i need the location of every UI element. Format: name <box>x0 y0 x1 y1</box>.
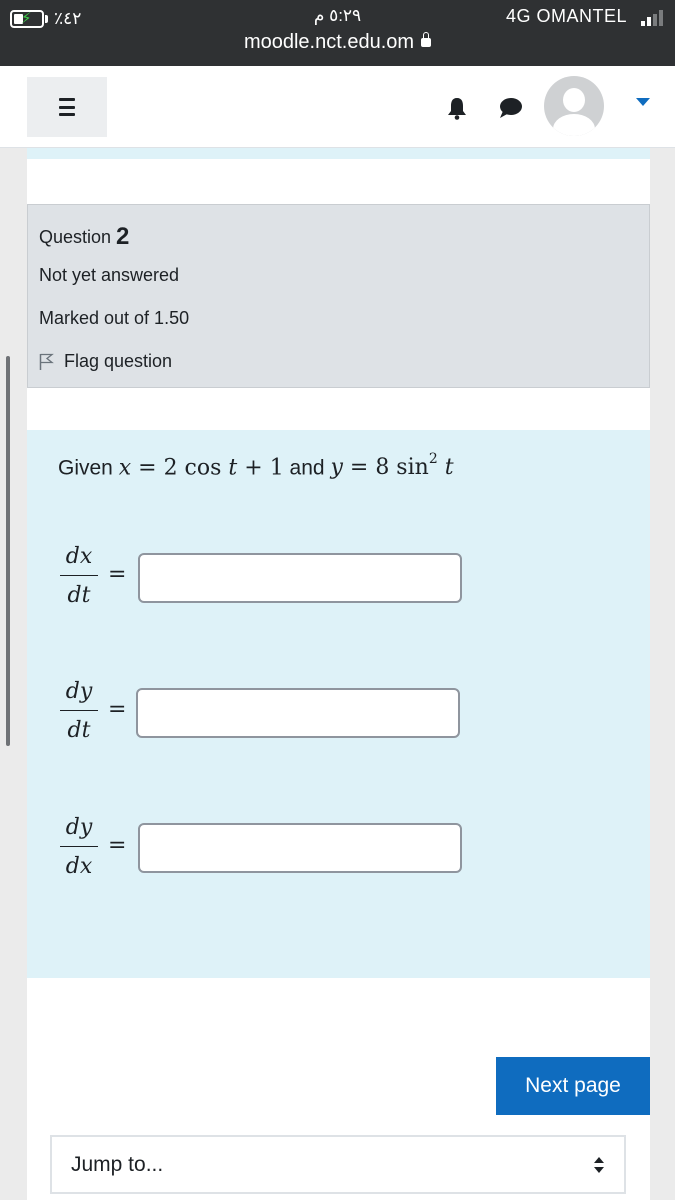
previous-question-edge <box>27 148 650 159</box>
menu-button[interactable] <box>27 77 107 137</box>
question-label: Question 2 <box>39 223 130 250</box>
flag-icon <box>39 353 54 370</box>
chat-bubble-icon[interactable] <box>499 97 523 119</box>
answer-input-dxdt[interactable] <box>138 553 462 603</box>
battery-percent: ٪٤٢ <box>54 9 82 28</box>
updown-arrows-icon <box>594 1157 604 1173</box>
fraction-dxdt: dx dt <box>60 543 98 610</box>
answer-input-dydx[interactable] <box>138 823 462 873</box>
address-bar[interactable] <box>0 31 675 54</box>
status-bar <box>0 0 675 66</box>
equals-sign: = <box>108 833 127 858</box>
given-prefix: Given <box>58 456 113 480</box>
signal-icon <box>641 10 663 26</box>
equals-sign: = <box>108 697 127 722</box>
lock-icon <box>421 38 431 47</box>
battery-icon: ⚡ <box>10 10 44 28</box>
status-time: ٥:٢٩ م <box>313 6 362 25</box>
bell-icon[interactable] <box>447 96 467 120</box>
and-word: and <box>289 456 325 480</box>
question-state: Not yet answered <box>39 265 180 285</box>
question-grade: Marked out of 1.50 <box>39 308 190 328</box>
scrollbar[interactable] <box>6 356 10 746</box>
carrier-label: 4G OMANTEL <box>505 6 627 26</box>
flag-question-link[interactable] <box>39 351 172 372</box>
hamburger-icon <box>59 98 75 116</box>
fraction-dydx: dy dx <box>60 814 98 881</box>
question-text <box>58 451 454 481</box>
question-number: 2 <box>116 223 130 250</box>
y-equation: y = 8 $\sin^2 t$ <box>330 451 454 481</box>
question-info <box>27 204 650 388</box>
question-formulation <box>27 430 650 978</box>
jump-to-label: Jump to... <box>71 1152 164 1176</box>
answer-input-dydt[interactable] <box>136 688 460 738</box>
caret-down-icon[interactable] <box>636 98 650 106</box>
avatar[interactable] <box>544 76 604 136</box>
equals-sign: = <box>108 562 127 587</box>
next-page-button[interactable]: Next page <box>496 1057 650 1115</box>
x-equation: x = 2 cos t + 1 <box>118 455 284 481</box>
url-text: moodle.nct.edu.om <box>243 31 415 53</box>
fraction-dydt: dy dt <box>60 678 98 745</box>
jump-to-select[interactable] <box>50 1135 626 1194</box>
flag-question-label: Flag question <box>64 351 173 371</box>
